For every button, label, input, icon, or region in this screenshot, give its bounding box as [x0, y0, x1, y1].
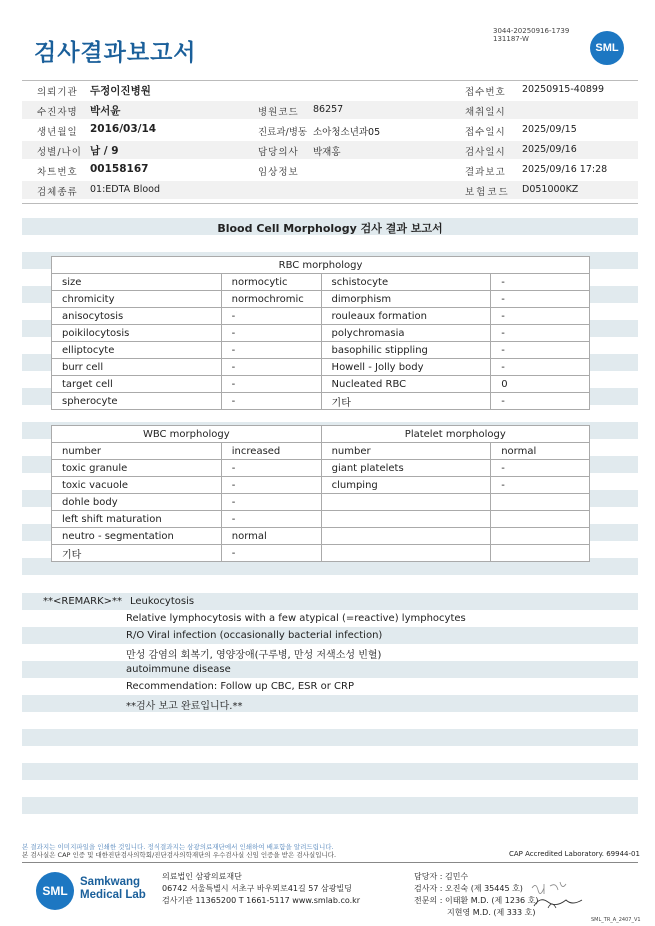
info-row-1: [22, 81, 638, 99]
item-result-cell: [491, 545, 590, 562]
clinical-label: 임상정보: [258, 167, 299, 178]
birth-value: 2016/03/14: [90, 123, 157, 135]
item-result-cell: -: [491, 274, 590, 291]
item-name-cell: target cell: [52, 376, 222, 393]
item-name-cell: giant platelets: [321, 460, 491, 477]
item-result-cell: -: [221, 460, 321, 477]
item-result-cell: -: [221, 359, 321, 376]
signature-image: [528, 878, 588, 914]
item-name-cell: [321, 511, 491, 528]
item-name-cell: Nucleated RBC: [321, 376, 491, 393]
rbc-header: RBC morphology: [52, 257, 590, 274]
item-name-cell: elliptocyte: [52, 342, 222, 359]
test-date-label: 검사일시: [465, 147, 506, 158]
specimen-value: 01:EDTA Blood: [90, 184, 161, 195]
form-code: SML_TR_A_2407_V1: [591, 917, 641, 923]
birth-label: 생년월일: [37, 127, 78, 138]
remark-line: Leukocytosis: [130, 596, 195, 607]
report-date-value: 2025/09/16 17:28: [522, 164, 608, 175]
item-name-cell: 기타: [52, 545, 222, 562]
platelet-header: Platelet morphology: [321, 426, 589, 443]
sml-footer-logo: [36, 872, 74, 910]
table-row: [52, 308, 590, 325]
report-title-heading: 검사결과보고서: [34, 40, 197, 66]
info-row-6: [22, 181, 638, 199]
table-row: [52, 528, 590, 545]
logo-text: SML: [595, 42, 619, 54]
table-row: [52, 376, 590, 393]
item-name-cell: toxic vacuole: [52, 477, 222, 494]
signers: [414, 871, 539, 919]
brand-name: [80, 876, 146, 902]
item-name-cell: polychromasia: [321, 325, 491, 342]
wbc-platelet-table: [51, 425, 590, 562]
name-label: 수진자명: [37, 107, 78, 118]
item-name-cell: poikilocytosis: [52, 325, 222, 342]
table-row: [52, 325, 590, 342]
item-result-cell: -: [491, 359, 590, 376]
remark-line: Relative lymphocytosis with a few atypical (=reactive) lymphocytes: [126, 613, 466, 624]
brand-line-1: Samkwang: [80, 876, 141, 888]
rbc-morphology-table: [51, 256, 590, 410]
table-row: [52, 359, 590, 376]
item-result-cell: -: [221, 545, 321, 562]
remark-line: R/O Viral infection (occasionally bacterial infection): [126, 630, 383, 641]
item-result-cell: -: [491, 393, 590, 410]
footer-divider: [22, 862, 638, 863]
document-number: [493, 27, 569, 43]
item-name-cell: left shift maturation: [52, 511, 222, 528]
manager: 담당자 : 김민수: [414, 872, 469, 881]
insurance-label: 보험코드: [465, 187, 510, 198]
hospital-label: 의뢰기관: [37, 87, 78, 98]
item-result-cell: -: [491, 325, 590, 342]
item-name-cell: [321, 545, 491, 562]
lab-info: [162, 871, 360, 907]
table-row: [52, 274, 590, 291]
document-number-2: 131187-W: [493, 35, 529, 43]
brand-line-2: Medical Lab: [80, 889, 146, 901]
specimen-label: 검체종류: [37, 187, 78, 198]
cap-accreditation: CAP Accredited Laboratory. 69944-01: [509, 850, 640, 858]
band: [22, 661, 638, 678]
item-result-cell: -: [221, 308, 321, 325]
item-name-cell: basophilic stippling: [321, 342, 491, 359]
certification-notice: 본 검사실은 CAP 인증 및 대한진단검사의학회/진단검사의학재단의 우수검사실 신임 인증을 받은 검사실입니다.: [22, 851, 337, 859]
item-name-cell: [321, 494, 491, 511]
item-name-cell: toxic granule: [52, 460, 222, 477]
info-row-5: [22, 161, 638, 179]
item-result-cell: 0: [491, 376, 590, 393]
table-row: [52, 342, 590, 359]
info-row-2: [22, 101, 638, 119]
table-row: [52, 511, 590, 528]
report-date-label: 결과보고: [465, 167, 506, 178]
item-result-cell: -: [491, 291, 590, 308]
table-row: [52, 460, 590, 477]
doctor-label: 담당의사: [258, 147, 299, 158]
item-result-cell: -: [221, 494, 321, 511]
remark-line: Recommendation: Follow up CBC, ESR or CRP: [126, 681, 354, 692]
band: [22, 797, 638, 814]
item-name-cell: Howell - Jolly body: [321, 359, 491, 376]
item-result-cell: -: [491, 477, 590, 494]
dept-value: 소아청소년과05: [313, 127, 381, 138]
item-result-cell: -: [491, 460, 590, 477]
item-result-cell: -: [491, 342, 590, 359]
specialist-2: 지현영 M.D. (제 333 호): [447, 908, 536, 917]
wbc-header: WBC morphology: [52, 426, 322, 443]
item-result-cell: -: [221, 511, 321, 528]
item-result-cell: increased: [221, 443, 321, 460]
tester: 검사자 : 오진숙 (제 35445 호): [414, 884, 523, 893]
item-name-cell: neutro - segmentation: [52, 528, 222, 545]
chart-no-label: 차트번호: [37, 167, 78, 178]
item-name-cell: burr cell: [52, 359, 222, 376]
remark-line: **검사 보고 완료입니다.**: [126, 701, 243, 712]
item-result-cell: -: [221, 393, 321, 410]
table-row: [52, 393, 590, 410]
table-row: [52, 443, 590, 460]
name-value: 박서윤: [90, 105, 121, 117]
sex-age-label: 성별/나이: [37, 147, 82, 158]
band: [22, 695, 638, 712]
band: [22, 763, 638, 780]
reception-no-value: 20250915-40899: [522, 84, 605, 95]
item-name-cell: [321, 528, 491, 545]
band: [22, 729, 638, 746]
doctor-value: 박재홍: [313, 147, 341, 158]
remark-label: **<REMARK>**: [43, 596, 122, 607]
logo-text: SML: [42, 884, 68, 898]
item-name-cell: size: [52, 274, 222, 291]
item-result-cell: -: [221, 342, 321, 359]
item-result-cell: -: [491, 308, 590, 325]
item-result-cell: normal: [221, 528, 321, 545]
sex-age-value: 남 / 9: [90, 145, 119, 157]
specialist-1: 전문의 : 이태환 M.D. (제 1236 호): [414, 896, 539, 905]
hospital-code-value: 86257: [313, 104, 344, 115]
item-name-cell: dohle body: [52, 494, 222, 511]
info-row-3: [22, 121, 638, 139]
table-row: [52, 477, 590, 494]
item-result-cell: normochromic: [221, 291, 321, 308]
report-section-title: Blood Cell Morphology 검사 결과 보고서: [217, 222, 443, 235]
item-result-cell: normal: [491, 443, 590, 460]
item-name-cell: clumping: [321, 477, 491, 494]
item-name-cell: dimorphism: [321, 291, 491, 308]
remark-line: 만성 감염의 회복기, 영양장애(구루병, 만성 저색소성 빈혈): [126, 650, 382, 661]
item-name-cell: number: [321, 443, 491, 460]
document-number-1: 3044-20250916-1739: [493, 27, 570, 35]
remark-line: autoimmune disease: [126, 664, 231, 675]
dept-label: 진료과/병동: [258, 127, 308, 138]
reception-date-value: 2025/09/15: [522, 124, 577, 135]
item-result-cell: -: [221, 477, 321, 494]
item-result-cell: -: [221, 376, 321, 393]
hospital-value: 두정이진병원: [90, 85, 151, 97]
image-notice: 본 결과지는 이미지파일을 인쇄한 것입니다. 정식결과지는 삼광의료재단에서 인쇄하여 배포함을 알려드립니다.: [22, 843, 334, 851]
table-row: [52, 291, 590, 308]
reception-date-label: 접수일시: [465, 127, 506, 138]
item-name-cell: schistocyte: [321, 274, 491, 291]
item-result-cell: normocytic: [221, 274, 321, 291]
org-name: 의료법인 삼광의료재단: [162, 872, 242, 881]
item-result-cell: [491, 511, 590, 528]
item-name-cell: rouleaux formation: [321, 308, 491, 325]
item-name-cell: spherocyte: [52, 393, 222, 410]
table-row: [52, 494, 590, 511]
insurance-value: D051000KZ: [522, 184, 579, 195]
item-result-cell: [491, 494, 590, 511]
item-result-cell: [491, 528, 590, 545]
test-date-value: 2025/09/16: [522, 144, 577, 155]
info-row-4: [22, 141, 638, 159]
table-row: [52, 545, 590, 562]
sml-logo: [590, 31, 624, 65]
contact: 검사기관 11365200 T 1661-5117 www.smlab.co.kr: [162, 896, 361, 905]
reception-no-label: 접수번호: [465, 87, 506, 98]
hospital-code-label: 병원코드: [258, 107, 299, 118]
divider: [22, 203, 638, 204]
item-name-cell: 기타: [321, 393, 491, 410]
item-name-cell: chromicity: [52, 291, 222, 308]
chart-no-value: 00158167: [90, 163, 149, 175]
item-name-cell: anisocytosis: [52, 308, 222, 325]
item-result-cell: -: [221, 325, 321, 342]
item-name-cell: number: [52, 443, 222, 460]
collect-date-label: 채취일시: [465, 107, 506, 118]
address: 06742 서울특별시 서초구 바우뫼로41길 57 삼광빌딩: [162, 884, 352, 893]
